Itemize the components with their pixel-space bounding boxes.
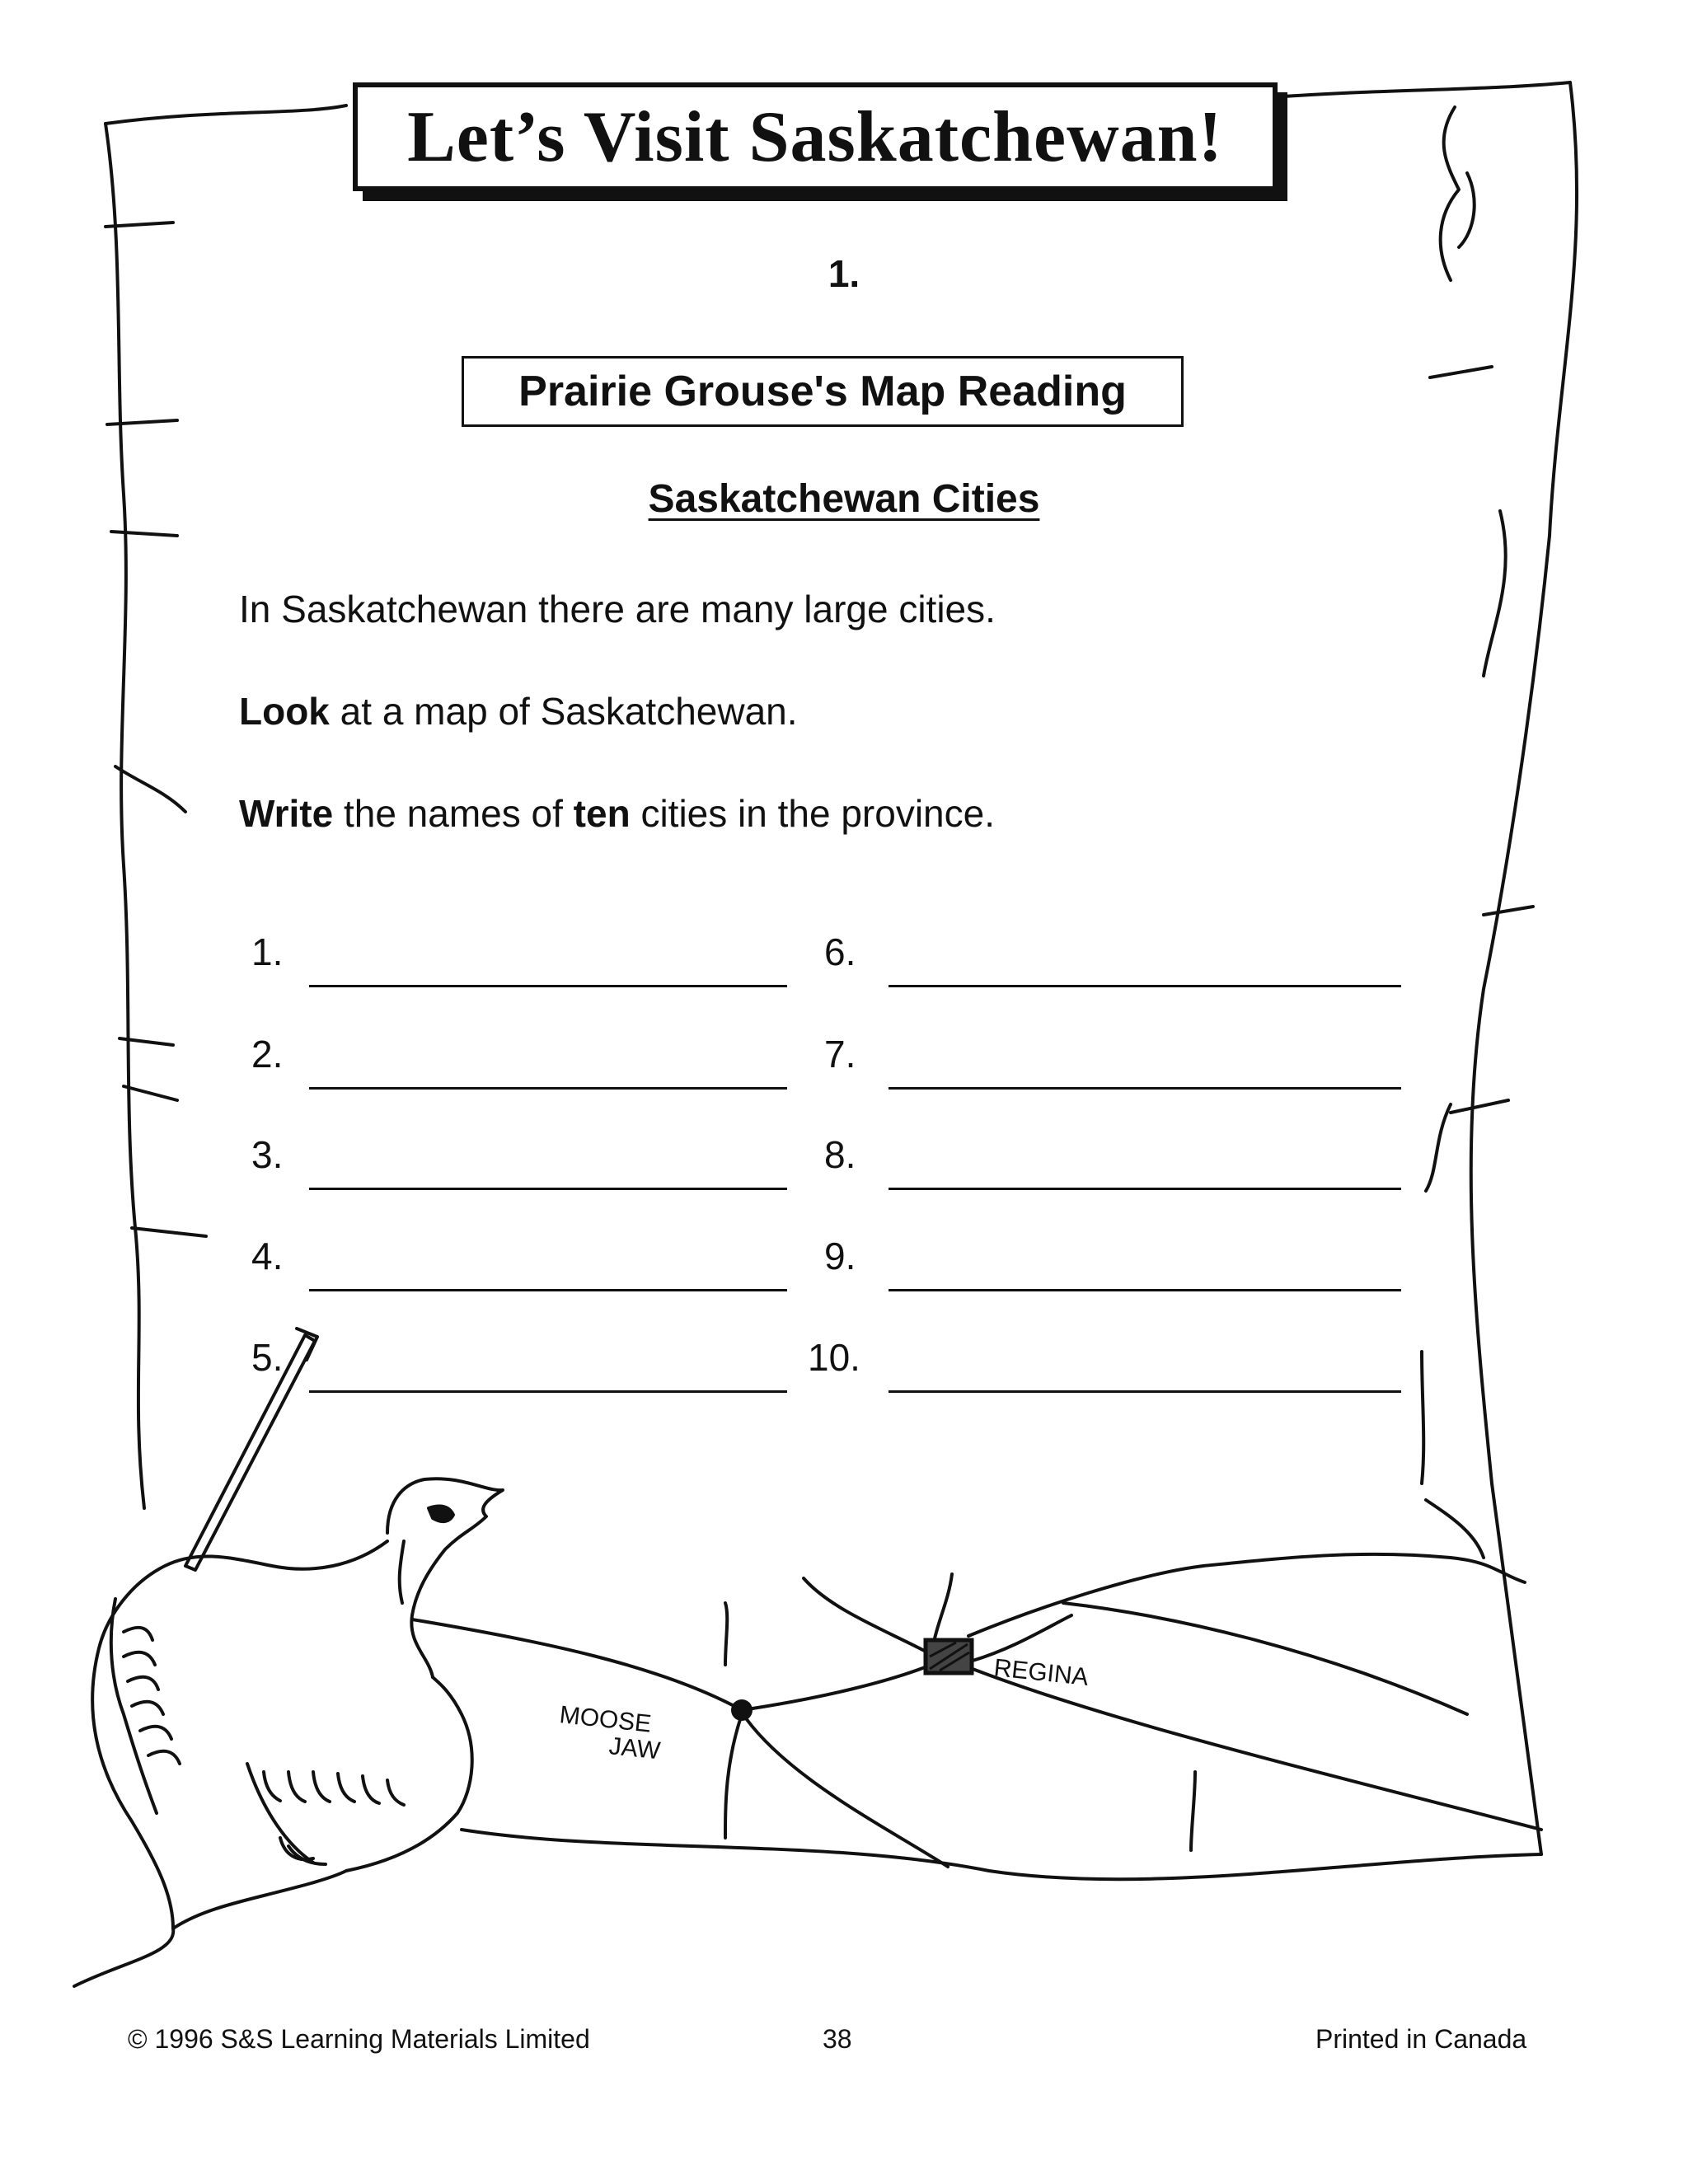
answer-number: 6. — [824, 930, 856, 973]
instruction-look — [239, 689, 798, 733]
moose-jaw-marker — [731, 1699, 753, 1721]
answer-number: 5. — [251, 1336, 284, 1379]
answer-number: 8. — [824, 1133, 856, 1176]
regina-label: REGINA — [992, 1654, 1090, 1691]
answer-underline — [889, 1188, 1401, 1190]
instruction-write-bold: Write — [239, 792, 334, 835]
instruction-write-mid: the names of — [333, 792, 574, 835]
answer-underline — [889, 985, 1401, 987]
page-title: Let’s Visit Saskatchewan! — [407, 96, 1223, 177]
intro-text: In Saskatchewan there are many large cities. — [239, 588, 996, 630]
answer-line-8[interactable] — [824, 1132, 1401, 1190]
answer-number: 9. — [824, 1235, 856, 1277]
answer-underline — [309, 985, 787, 987]
instruction-write-rest: cities in the province. — [630, 792, 995, 835]
moose-jaw-label-1: MOOSE — [558, 1701, 653, 1738]
answer-line-1[interactable] — [251, 930, 787, 987]
answer-underline — [889, 1390, 1401, 1393]
answer-line-2[interactable] — [251, 1032, 787, 1090]
answer-underline — [889, 1087, 1401, 1090]
section-heading: Saskatchewan Cities — [648, 477, 1040, 521]
answer-number: 4. — [251, 1235, 284, 1277]
title-box — [353, 82, 1278, 191]
subtitle-box — [462, 356, 1184, 427]
answer-number: 7. — [824, 1033, 856, 1076]
instruction-write — [239, 791, 995, 836]
printed-text: Printed in Canada — [1315, 2024, 1527, 2054]
answer-underline — [889, 1289, 1401, 1291]
answer-underline — [309, 1390, 787, 1393]
activity-number: 1. — [828, 252, 860, 295]
answer-underline — [309, 1087, 787, 1090]
scroll-left-edge — [106, 124, 144, 1508]
answer-line-5[interactable] — [251, 1335, 787, 1393]
moose-jaw-label-2: JAW — [607, 1732, 662, 1765]
answer-line-9[interactable] — [824, 1234, 1401, 1291]
page-number: 38 — [823, 2024, 852, 2054]
answer-line-6[interactable] — [824, 930, 1401, 987]
answer-line-4[interactable] — [251, 1234, 787, 1291]
answer-number: 1. — [251, 930, 284, 973]
answer-line-10[interactable] — [808, 1335, 1401, 1393]
instruction-look-bold: Look — [239, 690, 330, 733]
answer-underline — [309, 1289, 787, 1291]
instruction-look-rest: at a map of Saskatchewan. — [329, 690, 798, 733]
instruction-write-ten: ten — [573, 792, 631, 835]
answer-line-7[interactable] — [824, 1032, 1401, 1090]
subtitle: Prairie Grouse's Map Reading — [518, 368, 1127, 415]
answer-number: 3. — [251, 1133, 284, 1176]
scroll-right-edge — [1471, 82, 1577, 1854]
answer-number: 10. — [808, 1336, 860, 1379]
answer-underline — [309, 1188, 787, 1190]
copyright-text: © 1996 S&S Learning Materials Limited — [128, 2024, 590, 2054]
answer-line-3[interactable] — [251, 1132, 787, 1190]
answer-number: 2. — [251, 1033, 284, 1076]
section-heading-wrap — [0, 476, 1688, 522]
